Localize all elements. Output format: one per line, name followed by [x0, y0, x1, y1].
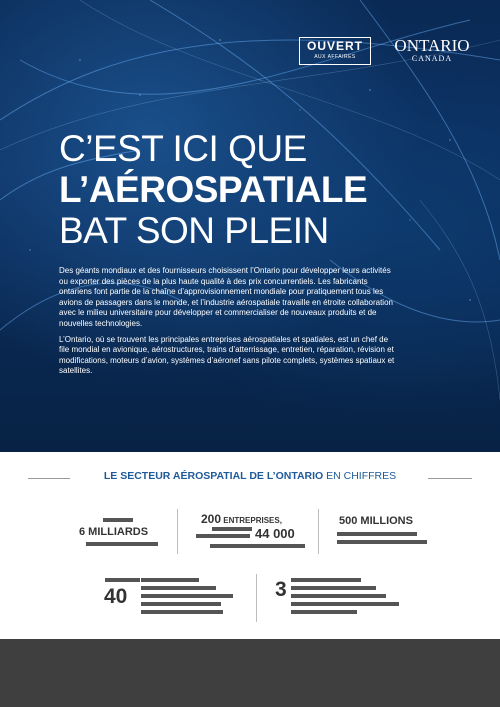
stats-heading	[0, 470, 500, 482]
page-title	[59, 128, 367, 251]
title-line-2: L’AÉROSPATIALE	[59, 169, 368, 210]
redacted-bar	[141, 610, 223, 614]
title-line-1: C’EST ICI QUE	[59, 128, 307, 169]
stat-entreprises-label: ENTREPRISES,	[221, 516, 282, 525]
redacted-bar	[105, 578, 140, 582]
redacted-bar	[212, 527, 252, 531]
column-divider	[177, 509, 178, 554]
redacted-bar	[103, 518, 133, 522]
stat-44000: 44 000	[255, 526, 295, 541]
canada-logo-text: CANADA	[411, 54, 453, 63]
stat-200-value: 200	[201, 512, 222, 526]
title-line-3: BAT SON PLEIN	[59, 210, 329, 251]
redacted-bar	[141, 586, 216, 590]
stats-heading-rest: EN CHIFFRES	[323, 470, 397, 482]
intro-paragraph-1: Des géants mondiaux et des fournisseurs choisissent l’Ontario pour développer leurs activités ou exporter des pièces de la plus haute qualité à des prix concurrentiels. Les fabricants ontariens font partie de la chaîne d’approvisionnement mondiale pour pratiquement tous les avions de passagers dans le monde, et l’industrie aérospatiale travaille en étroite collaboration avec le milieu universitaire pour développer et commercialiser de nouveaux produits et de nouvelles technologies.	[59, 266, 393, 328]
redacted-bar	[291, 594, 386, 598]
redacted-bar	[337, 540, 427, 544]
redacted-bar	[210, 544, 305, 548]
stat-3: 3	[275, 578, 287, 601]
redacted-bar	[337, 532, 417, 536]
redacted-bar	[141, 594, 233, 598]
stat-200-entreprises	[201, 512, 282, 526]
column-divider	[318, 509, 319, 554]
redacted-bar	[291, 602, 399, 606]
stat-40: 40	[104, 585, 128, 608]
stat-500-millions: 500 MILLIONS	[339, 515, 413, 527]
ontario-logo-text: ONTARIO	[394, 36, 470, 55]
heading-rule-right	[428, 478, 472, 479]
stats-section	[0, 452, 500, 639]
redacted-bar	[291, 610, 357, 614]
redacted-bar	[196, 534, 250, 538]
column-divider	[256, 574, 257, 622]
stats-heading-bold: LE SECTEUR AÉROSPATIAL DE L’ONTARIO	[103, 470, 324, 482]
redacted-bar	[141, 578, 199, 582]
redacted-bar	[86, 542, 158, 546]
redacted-bar	[291, 578, 361, 582]
footer-band	[0, 639, 500, 707]
redacted-bar	[141, 602, 221, 606]
stat-6-milliards: 6 MILLIARDS	[79, 526, 149, 538]
intro-paragraph-2: L’Ontario, où se trouvent les principales entreprises aérospatiales et spatiales, est un chef de file mondial en avionique, aérostructures, trains d’atterrissage, entretien, réparation, révision et modifications, moteurs d’avion, systèmes d’aéronef sans pilote complets, systèmes spatiaux et satellites.	[59, 334, 395, 376]
ouvert-logo-subtext: AUX AFFAIRES	[314, 54, 356, 60]
ouvert-logo-text: OUVERT	[306, 39, 363, 53]
intro-text	[59, 266, 399, 382]
ontario-canada-logo	[386, 37, 478, 64]
ouvert-aux-affaires-logo	[299, 37, 371, 65]
redacted-bar	[291, 586, 376, 590]
